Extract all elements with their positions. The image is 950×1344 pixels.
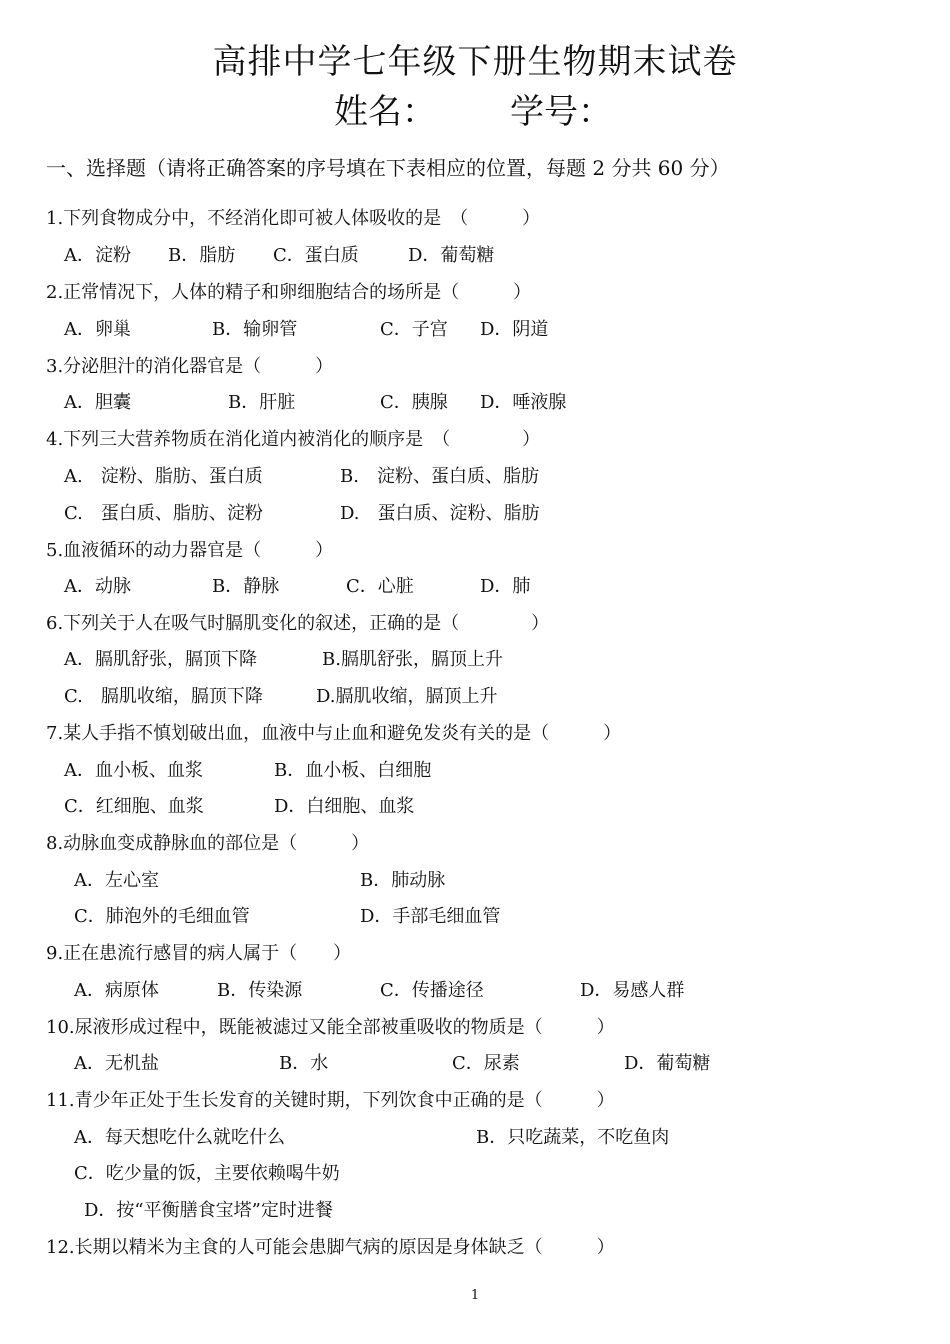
question-11-option-b: B．只吃蔬菜，不吃鱼肉 xyxy=(476,1127,670,1148)
question-6-option-b: B.膈肌舒张，膈顶上升 xyxy=(322,649,503,670)
question-7-option-c: C．红细胞、血浆 xyxy=(64,796,204,817)
question-11-option-c: C．吃少量的饭，主要依赖喝牛奶 xyxy=(74,1163,340,1184)
question-4-option-c: C. 蛋白质、脂肪、淀粉 xyxy=(64,503,263,524)
question-4-option-b: B. 淀粉、蛋白质、脂肪 xyxy=(340,466,539,487)
question-1-option-c: C．蛋白质 xyxy=(273,245,359,266)
question-9-option-b: B．传染源 xyxy=(217,980,303,1001)
question-10-option-a: A．无机盐 xyxy=(74,1053,159,1074)
question-5-option-b: B．静脉 xyxy=(212,576,280,597)
question-1-stem: 1.下列食物成分中，不经消化即可被人体吸收的是 （ ） xyxy=(46,208,541,229)
question-2-option-b: B．输卵管 xyxy=(212,319,298,340)
question-8-stem: 8.动脉血变成静脉血的部位是（ ） xyxy=(46,833,370,854)
question-4-stem: 4.下列三大营养物质在消化道内被消化的顺序是 （ ） xyxy=(46,429,541,450)
question-10-stem: 10.尿液形成过程中，既能被滤过又能全部被重吸收的物质是（ ） xyxy=(46,1017,615,1038)
question-1-option-d: D．葡萄糖 xyxy=(408,245,495,266)
question-9-option-c: C．传播途径 xyxy=(380,980,484,1001)
question-9-option-a: A．病原体 xyxy=(74,980,159,1001)
name-label: 姓名： xyxy=(334,92,436,132)
question-11-stem: 11.青少年正处于生长发育的关键时期，下列饮食中正确的是（ ） xyxy=(46,1090,615,1111)
question-4-option-a: A. 淀粉、脂肪、蛋白质 xyxy=(64,466,263,487)
question-6-stem: 6.下列关于人在吸气时膈肌变化的叙述，正确的是（ ） xyxy=(46,613,550,634)
question-2-option-a: A．卵巢 xyxy=(64,319,131,340)
question-7-option-a: A．血小板、血浆 xyxy=(64,760,203,781)
question-8-option-c: C．肺泡外的毛细血管 xyxy=(74,906,250,927)
question-3-stem: 3.分泌胆汁的消化器官是（ ） xyxy=(46,356,334,377)
question-5-stem: 5.血液循环的动力器官是（ ） xyxy=(46,540,334,561)
question-2-option-c: C．子宫 xyxy=(380,319,448,340)
question-8-option-d: D．手部毛细血管 xyxy=(360,906,501,927)
question-12-stem: 12.长期以精米为主食的人可能会患脚气病的原因是身体缺乏（ ） xyxy=(46,1237,615,1258)
question-1-option-b: B．脂肪 xyxy=(168,245,236,266)
question-8-option-b: B．肺动脉 xyxy=(360,870,446,891)
question-6-option-c: C. 膈肌收缩，膈顶下降 xyxy=(64,686,263,707)
question-6-option-d: D.膈肌收缩，膈顶上升 xyxy=(316,686,498,707)
question-9-option-d: D．易感人群 xyxy=(580,980,685,1001)
question-11-option-d: D．按“平衡膳食宝塔”定时进餐 xyxy=(84,1200,333,1221)
question-7-option-b: B．血小板、白细胞 xyxy=(274,760,432,781)
question-10-option-d: D．葡萄糖 xyxy=(624,1053,711,1074)
question-10-option-b: B．水 xyxy=(279,1053,329,1074)
question-5-option-c: C．心脏 xyxy=(346,576,414,597)
question-1-option-a: A．淀粉 xyxy=(64,245,131,266)
page-number: 1 xyxy=(470,1288,480,1303)
question-3-option-a: A．胆囊 xyxy=(64,392,131,413)
question-5-option-a: A．动脉 xyxy=(64,576,131,597)
question-4-option-d: D. 蛋白质、淀粉、脂肪 xyxy=(340,503,540,524)
question-3-option-c: C．胰腺 xyxy=(380,392,448,413)
question-2-stem: 2.正常情况下，人体的精子和卵细胞结合的场所是（ ） xyxy=(46,282,532,303)
question-3-option-b: B．肝脏 xyxy=(228,392,296,413)
question-9-stem: 9.正在患流行感冒的病人属于（ ） xyxy=(46,943,352,964)
question-6-option-a: A．膈肌舒张，膈顶下降 xyxy=(64,649,257,670)
question-11-option-a: A．每天想吃什么就吃什么 xyxy=(74,1127,285,1148)
page-title: 高排中学七年级下册生物期末试卷 xyxy=(212,42,738,82)
question-5-option-d: D．肺 xyxy=(480,576,531,597)
question-8-option-a: A．左心室 xyxy=(74,870,159,891)
question-7-stem: 7.某人手指不慎划破出血，血液中与止血和避免发炎有关的是（ ） xyxy=(46,723,622,744)
question-3-option-d: D．唾液腺 xyxy=(480,392,567,413)
section-heading: 一、选择题（请将正确答案的序号填在下表相应的位置，每题 2 分共 60 分） xyxy=(46,156,730,180)
question-7-option-d: D．白细胞、血浆 xyxy=(274,796,415,817)
question-2-option-d: D．阴道 xyxy=(480,319,549,340)
student-id-label: 学号： xyxy=(510,92,612,132)
question-10-option-c: C．尿素 xyxy=(452,1053,520,1074)
